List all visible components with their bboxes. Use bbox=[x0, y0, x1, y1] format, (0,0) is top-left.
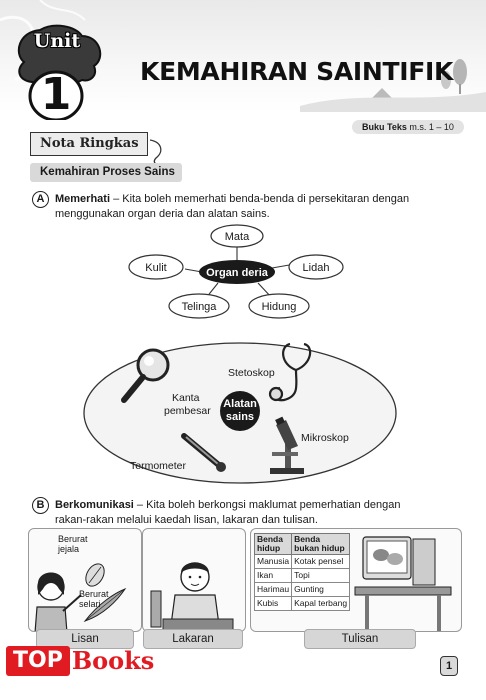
page-number: 1 bbox=[440, 656, 458, 676]
sense-center-node bbox=[199, 260, 275, 284]
notes-tag: Nota Ringkas bbox=[30, 132, 148, 156]
item-a-line1: – Kita boleh memerhati benda-benda di persekitaran dengan bbox=[110, 193, 410, 205]
leaf-parallel-label-line1: Berurat bbox=[79, 589, 109, 599]
brand-books: Books bbox=[71, 646, 155, 675]
sense-node-lidah bbox=[289, 255, 343, 279]
sense-node-mata bbox=[211, 225, 263, 247]
table-cell: Ikan bbox=[255, 569, 292, 583]
sense-node-hidung bbox=[249, 294, 309, 318]
sense-node-telinga bbox=[169, 294, 229, 318]
magnifier-label-line1: Kanta bbox=[172, 392, 200, 404]
leaf-net-label-line1: Berurat bbox=[58, 534, 88, 544]
tools-center-line1: Alatan bbox=[223, 398, 257, 410]
leaf-net-icon bbox=[82, 561, 108, 590]
caption-oral: Lisan bbox=[36, 629, 134, 649]
item-b-term: Berkomunikasi bbox=[55, 499, 134, 511]
tools-center-line2: sains bbox=[225, 411, 255, 423]
table-row bbox=[255, 583, 350, 597]
table-row bbox=[255, 569, 350, 583]
sense-label-hidung: Hidung bbox=[261, 301, 297, 313]
leaf-net-label-line2: jejala bbox=[58, 544, 80, 554]
sense-label-lidah: Lidah bbox=[302, 262, 330, 274]
caption-writing: Tulisan bbox=[304, 629, 416, 649]
table-cell: Kubis bbox=[255, 597, 292, 611]
topbooks-logo bbox=[6, 646, 154, 678]
table-row bbox=[255, 555, 350, 569]
unit-label: Unit bbox=[33, 30, 81, 52]
brand-top: TOP bbox=[6, 646, 70, 676]
table-cell: Harimau bbox=[255, 583, 292, 597]
panel-sketch bbox=[142, 528, 246, 632]
textbook-pages: m.s. 1 – 10 bbox=[409, 122, 454, 132]
table-cell: Topi bbox=[292, 569, 350, 583]
table-cell: Kotak pensel bbox=[292, 555, 350, 569]
table-cell: Gunting bbox=[292, 583, 350, 597]
table-cell: Manusia bbox=[255, 555, 292, 569]
tools-center-node bbox=[220, 391, 260, 431]
microscope-label: Mikroskop bbox=[301, 432, 349, 444]
panel-oral bbox=[28, 528, 142, 632]
magnifier-label-line2: pembesar bbox=[164, 405, 211, 417]
item-a-term: Memerhati bbox=[55, 193, 111, 205]
sense-center-label: Organ deria bbox=[206, 267, 268, 279]
section-heading: Kemahiran Proses Sains bbox=[30, 163, 182, 182]
sketch-illustration bbox=[143, 529, 246, 632]
boy-drawing-figure bbox=[151, 563, 233, 633]
leaf-parallel-label-line2: selari bbox=[79, 599, 101, 609]
unit-number: 1 bbox=[40, 69, 72, 120]
stethoscope-label: Stetoskop bbox=[228, 367, 275, 379]
sense-node-kulit bbox=[129, 255, 183, 279]
item-a-marker: A bbox=[32, 191, 49, 208]
item-b-text bbox=[55, 498, 465, 513]
computer-icon bbox=[355, 537, 451, 632]
sense-label-telinga: Telinga bbox=[181, 301, 217, 313]
living-things-table bbox=[254, 533, 350, 611]
sense-label-mata: Mata bbox=[224, 231, 250, 243]
table-row bbox=[255, 597, 350, 611]
table-header-nonliving: Benda bukan hidup bbox=[292, 534, 350, 555]
leaf-net-label bbox=[58, 534, 88, 554]
leaf-parallel-label bbox=[79, 589, 109, 609]
page-title: KEMAHIRAN SAINTIFIK bbox=[140, 57, 454, 86]
item-b-line2: rakan-rakan melalui kaedah lisan, lakaran dan tulisan. bbox=[55, 514, 318, 526]
table-header-living: Benda hidup bbox=[255, 534, 292, 555]
caption-sketch: Lakaran bbox=[143, 629, 243, 649]
thermometer-label: Termometer bbox=[130, 460, 187, 472]
item-b-line1: – Kita boleh berkongsi maklumat pemerhatian dengan bbox=[133, 499, 401, 511]
item-a-line2: menggunakan organ deria dan alatan sains. bbox=[55, 208, 270, 220]
item-b-marker: B bbox=[32, 497, 49, 514]
table-cell: Kapal terbang bbox=[292, 597, 350, 611]
sense-label-kulit: Kulit bbox=[145, 262, 167, 274]
girl-figure bbox=[35, 573, 81, 633]
textbook-label: Buku Teks bbox=[362, 122, 407, 132]
